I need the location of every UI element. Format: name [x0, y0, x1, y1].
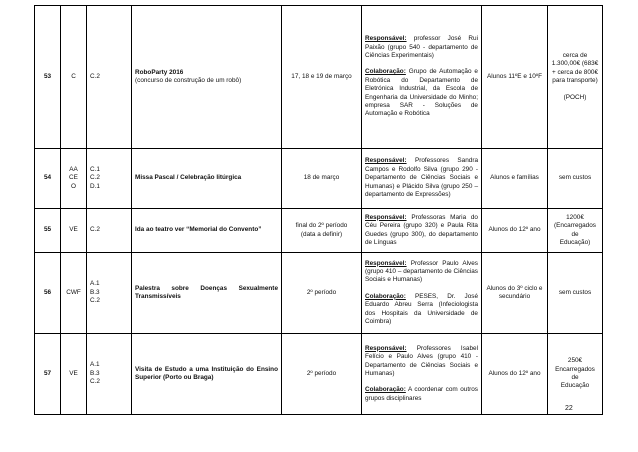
responsible-text: Professoras Maria do Céu Pereira (grupo 320) e Paula Rita Guedes (grupo 300), do departamento de Línguas — [365, 213, 478, 246]
responsible-label: Responsável: — [365, 157, 407, 165]
activity-cell — [132, 209, 282, 253]
activity-title: Ida ao teatro ver “Memorial do Convento” — [135, 226, 262, 234]
activity-cell — [132, 334, 282, 415]
responsible-label: Responsável: — [365, 259, 407, 267]
objective-codes: C.1 C.2 D.1 — [87, 149, 132, 209]
target-audience: Alunos do 3º ciclo e secundário — [482, 253, 548, 334]
table-row — [35, 6, 603, 149]
collaboration-label: Colaboração: — [365, 68, 406, 76]
responsible-cell — [362, 209, 482, 253]
responsible-text: Professor Paulo Alves (grupo 410 – departamento de Ciências Sociais e Humanas) — [365, 259, 478, 284]
activity-date: 2º período — [282, 334, 362, 415]
activity-date: 18 de março — [282, 149, 362, 209]
responsible-cell — [362, 6, 482, 149]
collaboration-text: PESES, Dr. José Eduardo Abreu Serra (Infeciologista dos Hospitais da Universidade de Coimbra) — [365, 292, 478, 326]
responsible-text: professor José Rui Paixão (grupo 540 - departamento de Ciências Experimentais) — [365, 35, 478, 59]
target-audience: Alunos do 12º ano — [482, 334, 548, 415]
cost-cell: 250€ Encarregados de Educação — [548, 334, 603, 415]
target-audience: Alunos do 12º ano — [482, 209, 548, 253]
activity-type: VE — [61, 334, 87, 415]
objective-codes: C.2 — [87, 209, 132, 253]
activity-type: AA CE O — [61, 149, 87, 209]
activity-type: C — [61, 6, 87, 149]
activity-cell — [132, 6, 282, 149]
responsible-label: Responsável: — [365, 35, 407, 43]
table-row — [35, 149, 603, 209]
row-number: 56 — [35, 253, 61, 334]
page-number: 22 — [565, 405, 573, 412]
activity-title: Visita de Estudo a uma Instituição do Ensino Superior (Porto ou Braga) — [135, 365, 278, 381]
responsible-cell — [362, 253, 482, 334]
target-audience: Alunos e famílias — [482, 149, 548, 209]
activity-type: VE — [61, 209, 87, 253]
cost-cell: 1200€ (Encarregados de Educação) — [548, 209, 603, 253]
objective-codes: A.1 B.3 C.2 — [87, 334, 132, 415]
activity-title: Palestra sobre Doenças Sexualmente Transmissíveis — [135, 284, 278, 300]
responsible-label: Responsável: — [365, 213, 407, 221]
activity-date: 2º período — [282, 253, 362, 334]
activity-type: CWF — [61, 253, 87, 334]
row-number: 54 — [35, 149, 61, 209]
collaboration-text: A coordenar com outros grupos disciplinares — [365, 386, 478, 402]
table-row — [35, 209, 603, 253]
activity-title: Missa Pascal / Celebração litúrgica — [135, 174, 242, 182]
responsible-cell — [362, 149, 482, 209]
responsible-text: Professores Isabel Felício e Paulo Alves (grupo 410 - Departamento de Ciências Sociais e Humanas) — [365, 344, 478, 377]
responsible-text: Professores Sandra Campos e Rodolfo Silva (grupo 290 - Departamento de Ciências Sociais e Humanas) e Plácido Silva (grupo 250 – departamento de Expressões) — [365, 157, 479, 199]
collaboration-label: Colaboração: — [365, 386, 406, 394]
objective-codes: A.1 B.3 C.2 — [87, 253, 132, 334]
objective-codes: C.2 — [87, 6, 132, 149]
row-number: 57 — [35, 334, 61, 415]
responsible-cell — [362, 334, 482, 415]
activity-date: final do 2º período (data a definir) — [282, 209, 362, 253]
activity-cell — [132, 253, 282, 334]
activity-title: RoboParty 2016 — [135, 68, 184, 76]
cost-cell: cerca de 1.300,00€ (683€ + cerca de 800€ para transporte) (POCH) — [548, 6, 603, 149]
activity-cell — [132, 149, 282, 209]
collaboration-text: Grupo de Automação e Robótica do Departamento de Eletrónica Industrial, da Escola de Engenharia da Universidade do Minho; empresa SAR - Soluções de Automação e Robótica — [365, 68, 478, 118]
table-row — [35, 253, 603, 334]
target-audience: Alunos 11ºE e 10ºF — [482, 6, 548, 149]
activity-date: 17, 18 e 19 de março — [282, 6, 362, 149]
cost-cell: sem custos — [548, 149, 603, 209]
activity-subtitle: (concurso de construção de um robô) — [135, 77, 242, 84]
collaboration-label: Colaboração: — [365, 292, 406, 300]
row-number: 55 — [35, 209, 61, 253]
cost-cell: sem custos — [548, 253, 603, 334]
responsible-label: Responsável: — [365, 344, 407, 352]
table-row — [35, 334, 603, 415]
row-number: 53 — [35, 6, 61, 149]
activities-table — [34, 5, 603, 415]
